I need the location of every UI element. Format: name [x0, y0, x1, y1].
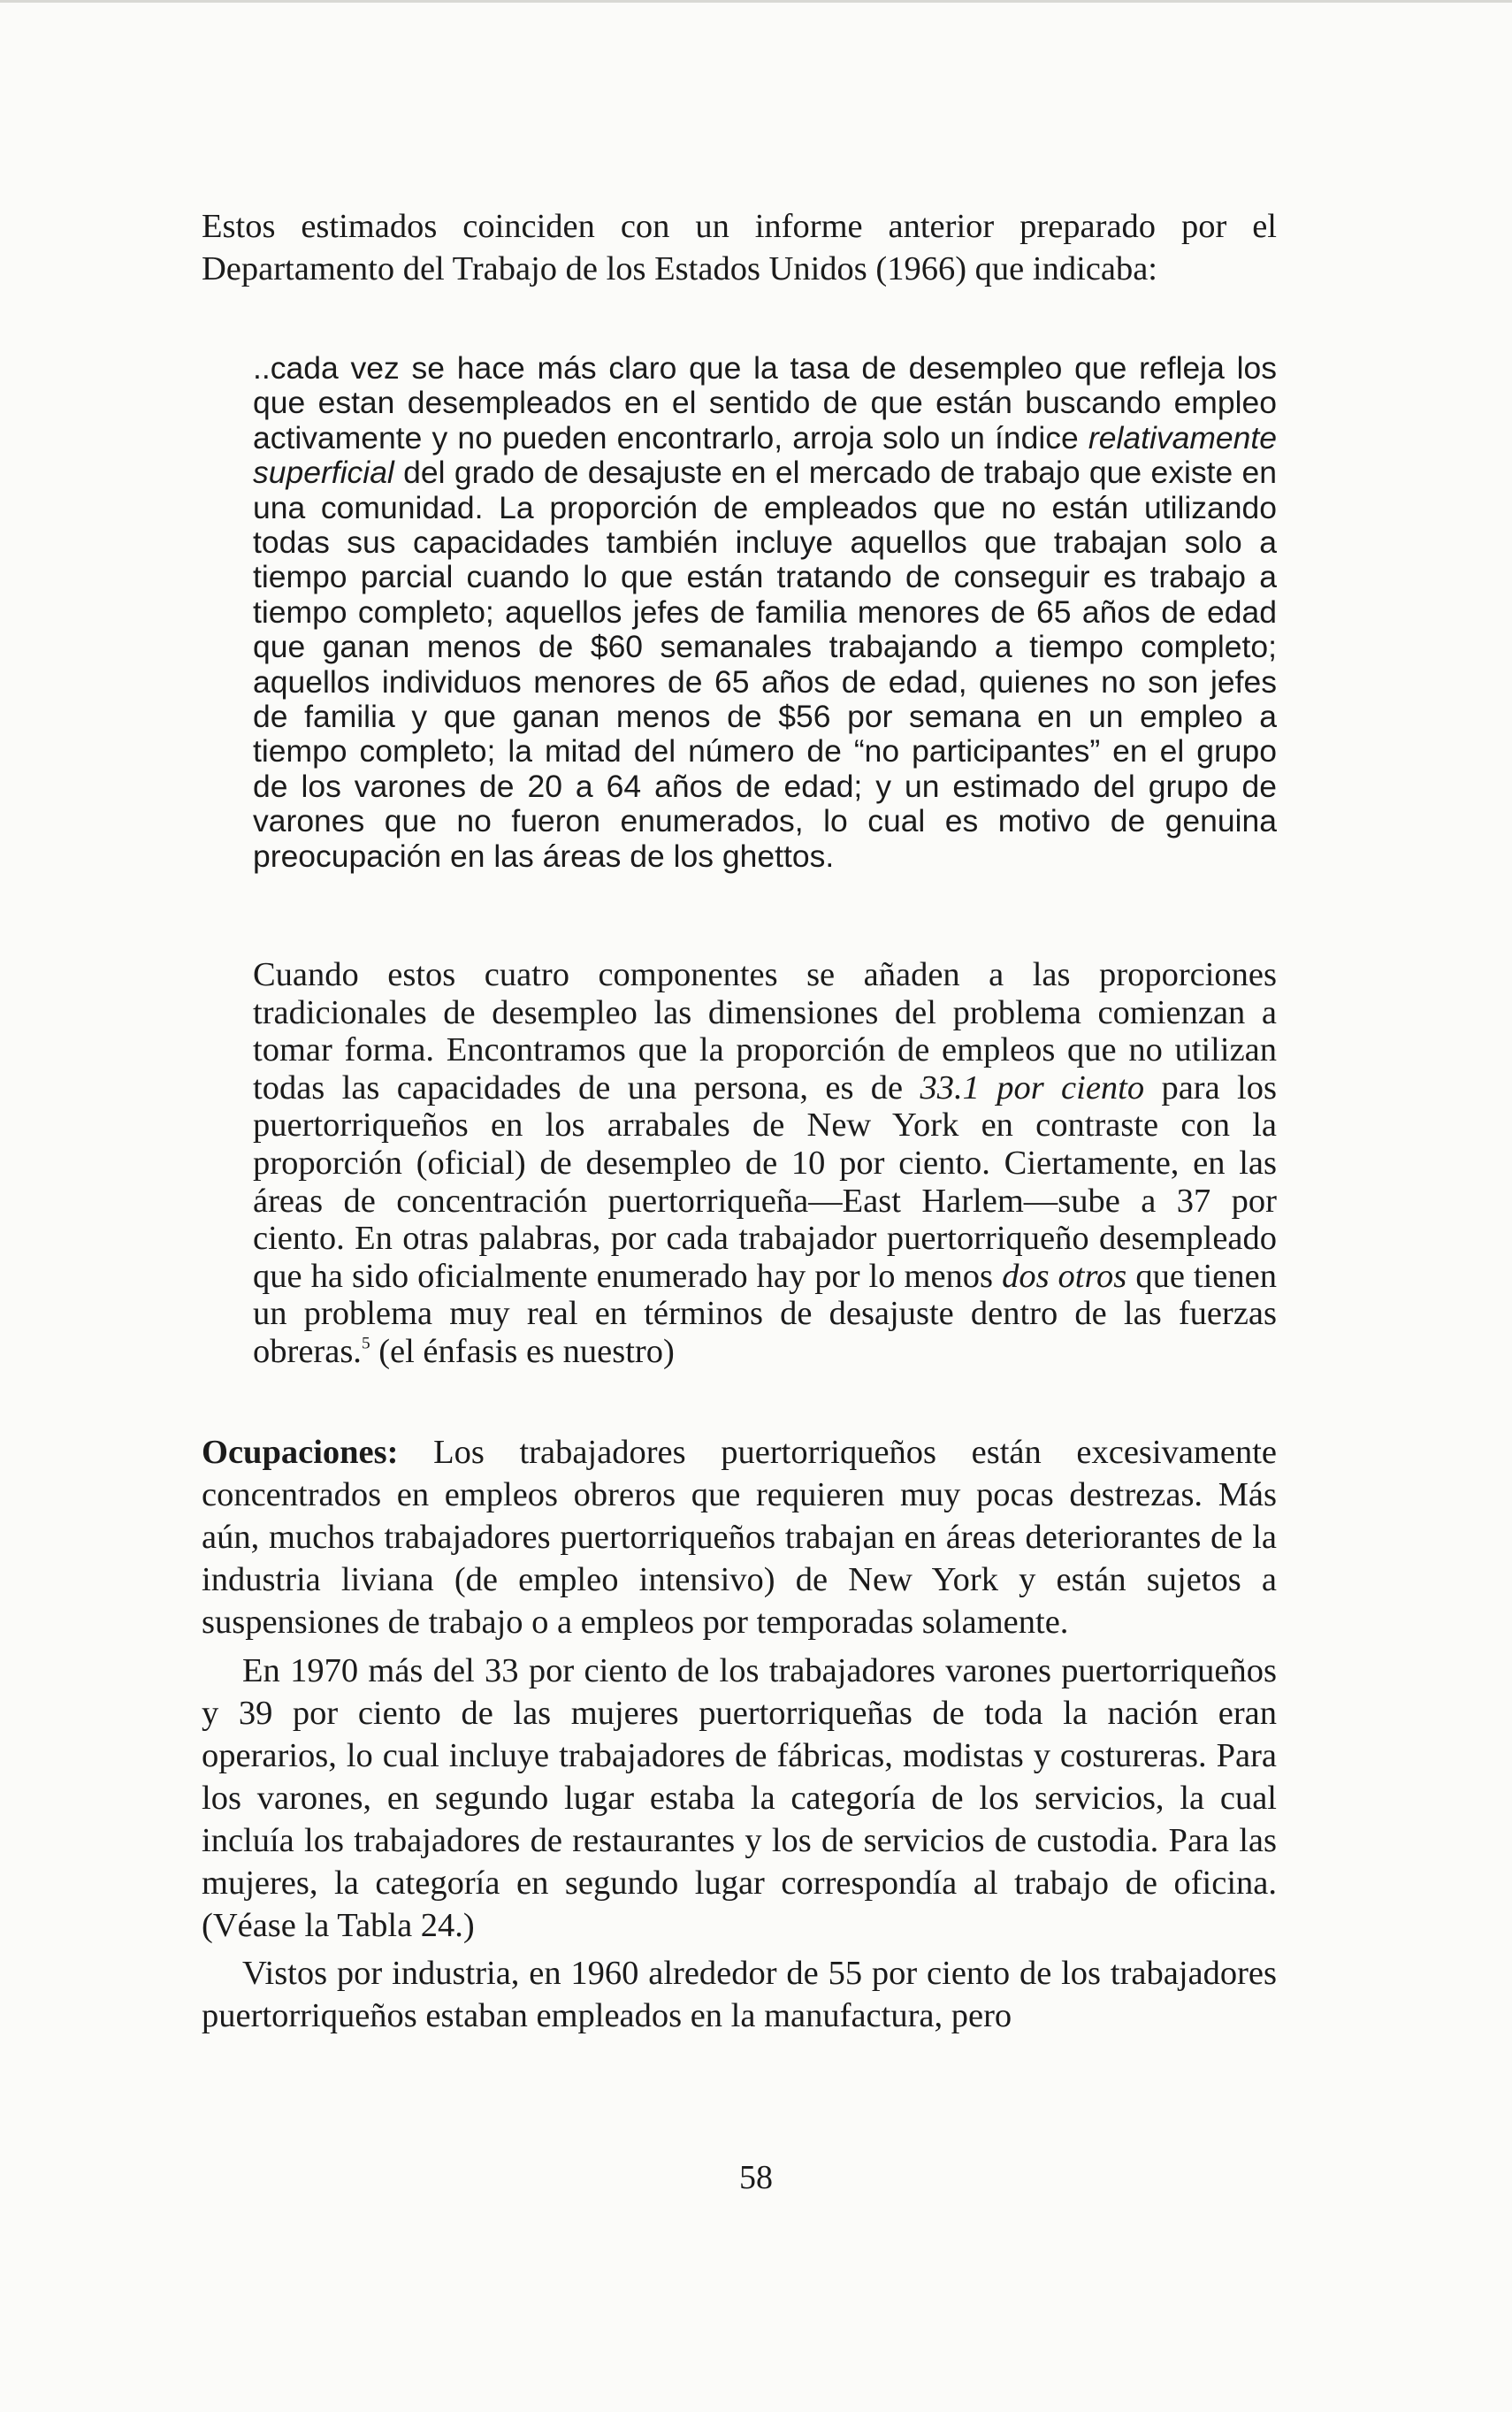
- footnote-marker: 5: [361, 1334, 370, 1353]
- quote1-emphasis: relativamente superficial: [253, 419, 1277, 491]
- quote2-part1: Cuando estos cuatro componentes se añaden a las proporciones tradicionales de desempleo las dimensiones del problema comienzan a tomar forma. Encontramos que la proporción de empleos que no utilizan todas las capacidades de una persona, es de: [253, 956, 1277, 1106]
- block-quote-2: [253, 956, 1277, 1371]
- body-paragraph-3-text: Vistos por industria, en 1960 alrededor de 55 por ciento de los trabajadores puertorriqueños estaban empleados en la manufactura, pero: [202, 1955, 1277, 2034]
- block-quote-1: [253, 351, 1277, 874]
- section-heading-ocupaciones: Ocupaciones:: [202, 1434, 399, 1471]
- quote1-part2: del grado de desajuste en el mercado de trabajo que existe en una comunidad. La proporción de empleados que no están utilizando todas sus capacidades también incluye aquellos que trabajan solo a tiempo parcial cuando lo que están tratando de conseguir es trabajo a tiempo completo; aquellos jefes de familia menores de 65 años de edad que ganan menos de $60 semanales trabajando a tiempo completo; aquellos individuos menores de 65 años de edad, quienes no son jefes de familia y que ganan menos de $56 por semana en un empleo a tiempo completo; la mitad del número de “no participantes” en el grupo de los varones de 20 a 64 años de edad; y un estimado del grupo de varones que no fueron enumerados, lo cual es motivo de genuina preocupación en las áreas de los ghettos.: [253, 455, 1277, 874]
- quote2-part4: (el énfasis es nuestro): [370, 1332, 675, 1370]
- quote1-part1: ..cada vez se hace más claro que la tasa de desempleo que refleja los que estan desempleados en el sentido de que están buscando empleo activamente y no pueden encontrarlo, arroja solo un índice: [253, 350, 1277, 456]
- quote2-emphasis-1: 33.1 por ciento: [920, 1068, 1145, 1106]
- page-top-edge: [0, 0, 1512, 3]
- body-paragraph-1: [202, 1431, 1277, 1643]
- body-paragraph-2-text: En 1970 más del 33 por ciento de los trabajadores varones puertorriqueños y 39 por ciento de las mujeres puertorriqueñas de toda la nación eran operarios, lo cual incluye trabajadores de fábricas, modistas y costureras. Para los varones, en segundo lugar estaba la categoría de los servicios, la cual incluía los trabajadores de restaurantes y los de servicios de custodia. Para las mujeres, la categoría en segundo lugar correspondía al trabajo de oficina. (Véase la Tabla 24.): [202, 1652, 1277, 1944]
- body-paragraph-3: [202, 1952, 1277, 2037]
- quote2-part2: para los puertorriqueños en los arrabales de New York en contraste con la proporción (oficial) de desempleo de 10 por ciento. Ciertamente, en las áreas de concentración puertorriqueña—East Harlem—sube a 37 por ciento. En otras palabras, por cada trabajador puertorriqueño desempleado que ha sido oficialmente enumerado hay por lo menos: [253, 1068, 1277, 1295]
- intro-paragraph: [202, 205, 1277, 290]
- intro-text: Estos estimados coinciden con un informe anterior preparado por el Departamento del Trabajo de los Estados Unidos (1966) que indicaba:: [202, 208, 1277, 287]
- page-number: 58: [739, 2159, 773, 2196]
- body-paragraph-1-text: Los trabajadores puertorriqueños están excesivamente concentrados en empleos obreros que requieren muy pocas destrezas. Más aún, muchos trabajadores puertorriqueños trabajan en áreas deteriorantes de la industria liviana (de empleo intensivo) de New York y están sujetos a suspensiones de trabajo o a empleos por temporadas solamente.: [202, 1434, 1277, 1641]
- quote2-part3: que tienen un problema muy real en términos de desajuste dentro de las fuerzas obreras.: [253, 1257, 1277, 1370]
- body-paragraph-2: [202, 1650, 1277, 1947]
- quote2-emphasis-2: dos otros: [1002, 1257, 1127, 1295]
